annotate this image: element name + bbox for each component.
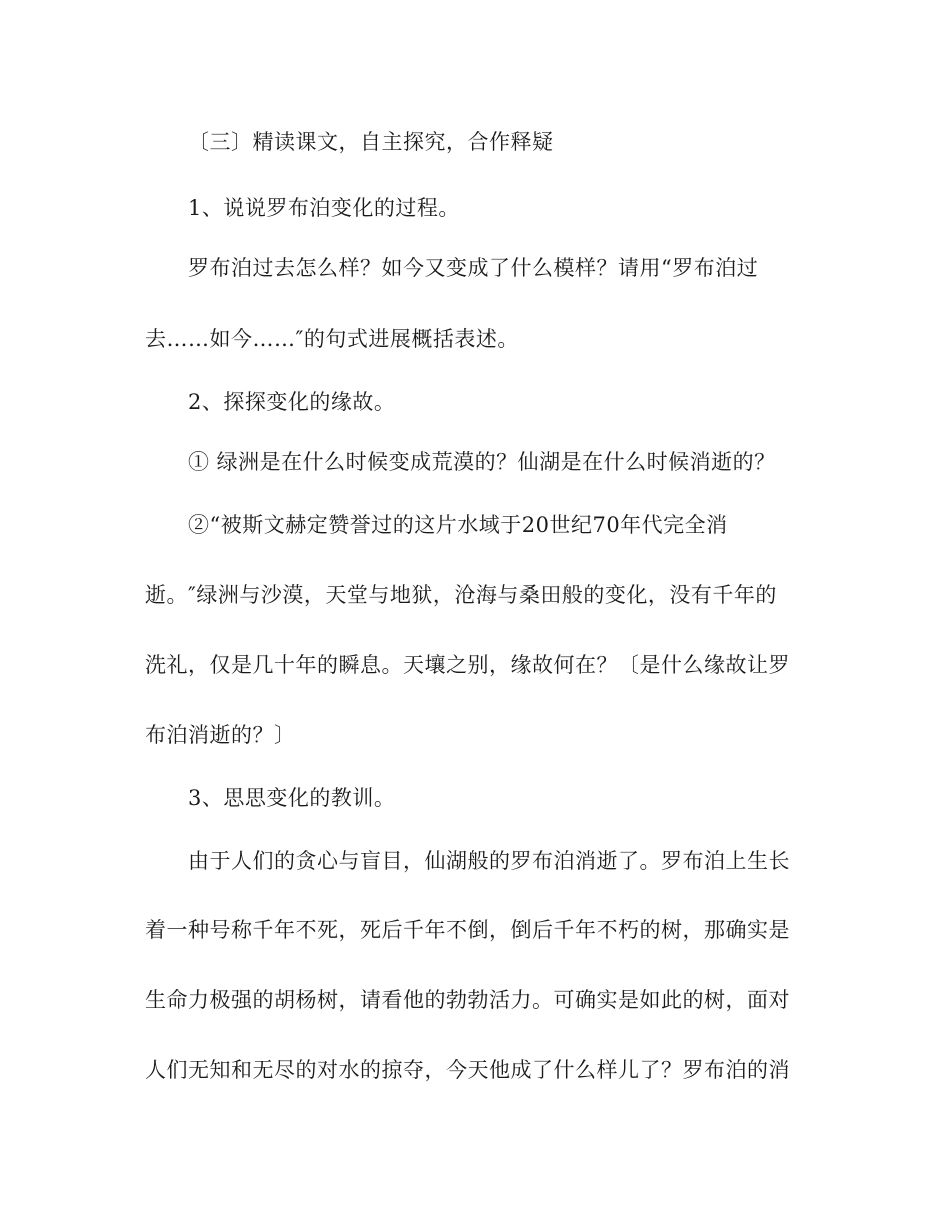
paragraph-line: 罗布泊过去怎么样？如今又变成了什么模样？请用“罗布泊过 <box>188 256 759 280</box>
sub-question-1: ① 绿洲是在什么时候变成荒漠的？仙湖是在什么时候消逝的？ <box>188 450 776 474</box>
paragraph-line: 着一种号称千年不死，死后千年不倒，倒后千年不朽的树，那确实是 <box>145 918 790 942</box>
paragraph-line: 由于人们的贪心与盲目，仙湖般的罗布泊消逝了。罗布泊上生长 <box>188 849 790 873</box>
paragraph-line: 逝。″绿洲与沙漠，天堂与地狱，沧海与桑田般的变化，没有千年的 <box>145 583 777 607</box>
section-heading: 〔三〕精读课文，自主探究，合作释疑 <box>188 130 554 154</box>
paragraph-line: 去……如今……″的句式进展概括表述。 <box>145 327 519 351</box>
question-1-heading: 1、说说罗布泊变化的过程。 <box>188 196 460 220</box>
paragraph-line: 生命力极强的胡杨树，请看他的勃勃活力。可确实是如此的树，面对 <box>145 988 790 1012</box>
paragraph-line: 人们无知和无尽的对水的掠夺，今天他成了什么样儿了？罗布泊的消 <box>145 1058 790 1082</box>
paragraph-line: 布泊消逝的？〕 <box>145 723 296 747</box>
question-3-heading: 3、思思变化的教训。 <box>188 786 396 810</box>
sub-question-2-line: ②“被斯文赫定赞誉过的这片水域于20世纪70年代完全消 <box>188 513 728 537</box>
question-2-heading: 2、探探变化的缘故。 <box>188 390 396 414</box>
paragraph-line: 洗礼，仅是几十年的瞬息。天壤之别，缘故何在？〔是什么缘故让罗 <box>145 653 790 677</box>
